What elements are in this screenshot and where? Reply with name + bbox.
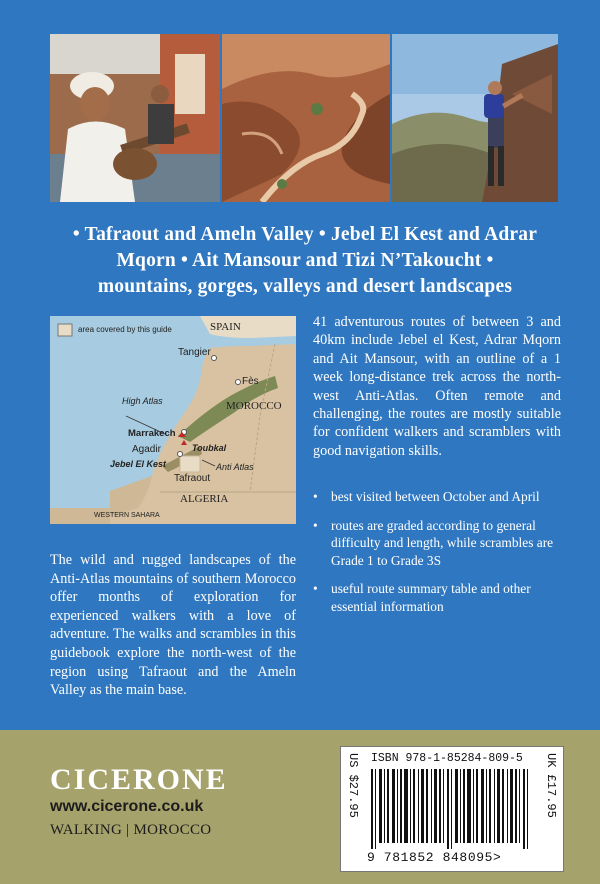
feature-item: • best visited between October and April bbox=[313, 488, 561, 506]
photo-gorge bbox=[222, 34, 390, 202]
headline-part: • Tafraout and Ameln Valley • bbox=[72, 224, 326, 245]
photo-musicians bbox=[50, 34, 220, 202]
headline bbox=[50, 222, 560, 300]
map-label-jebel-el-kest: Jebel El Kest bbox=[110, 459, 167, 469]
barcode-arrow: > bbox=[493, 850, 502, 865]
map-label-marrakech: Marrakech bbox=[128, 428, 176, 439]
headline-part: mountains, gorges, valleys and desert landscapes bbox=[97, 276, 513, 297]
barcode-bars bbox=[371, 769, 531, 849]
feature-item: • useful route summary table and other essential information bbox=[313, 580, 561, 615]
barcode-box bbox=[340, 746, 564, 872]
publisher-website: www.cicerone.co.uk bbox=[50, 798, 204, 815]
headline-part: Mqorn • Ait Mansour and Tizi N’Takoucht • bbox=[116, 250, 494, 271]
map-legend: area covered by this guide bbox=[78, 325, 172, 334]
feature-list bbox=[313, 488, 561, 626]
map-label-fes: Fès bbox=[242, 376, 259, 387]
book-description: 41 adventurous routes of between 3 and 40km include Jebel el Kest, Adrar Mqorn and Ait Mansour, with an outline of a 1 week long-distance trek across the north-west Anti-Atlas. Often remote and challenging, the routes are mostly suitable for confident walkers and scramblers with good navigation skills. bbox=[313, 314, 561, 459]
publisher-logo: CICERONE bbox=[50, 763, 228, 796]
price-uk: UK £17.95 bbox=[544, 753, 558, 818]
map-label-high-atlas: High Atlas bbox=[122, 396, 163, 406]
map-label-agadir: Agadir bbox=[132, 444, 161, 455]
price-us: US $27.95 bbox=[346, 753, 360, 818]
map-label-morocco: MOROCCO bbox=[226, 400, 282, 412]
headline-part: Jebel El Kest and Adrar bbox=[330, 224, 538, 245]
map-label-toubkal: Toubkal bbox=[192, 443, 227, 453]
isbn-text: ISBN 978-1-85284-809-5 bbox=[371, 752, 523, 765]
map-label-tafraout: Tafraout bbox=[174, 473, 211, 484]
feature-item: • routes are graded according to general difficulty and length, while scrambles are Grade 1 to Grade 3S bbox=[313, 517, 561, 570]
map-label-algeria: ALGERIA bbox=[180, 493, 229, 505]
intro-paragraph: The wild and rugged landscapes of the Anti-Atlas mountains of southern Morocco offer months of exploration for experienced walkers with a love of adventure. The walks and scrambles in this guidebook explore the north-west of the region using Tafraout and the Ameln Valley as the main base. bbox=[50, 552, 296, 699]
map-label-western-sahara: WESTERN SAHARA bbox=[94, 512, 160, 519]
map-label-anti-atlas: Anti Atlas bbox=[216, 462, 254, 472]
map-label-tangier: Tangier bbox=[178, 347, 211, 358]
barcode-digits: 9 781852 848095 bbox=[367, 850, 494, 865]
map-label-spain: SPAIN bbox=[210, 321, 241, 333]
location-map bbox=[50, 316, 296, 524]
photo-scrambler bbox=[392, 34, 558, 202]
barcode-number bbox=[367, 850, 501, 865]
book-category: WALKING | MOROCCO bbox=[50, 822, 212, 838]
